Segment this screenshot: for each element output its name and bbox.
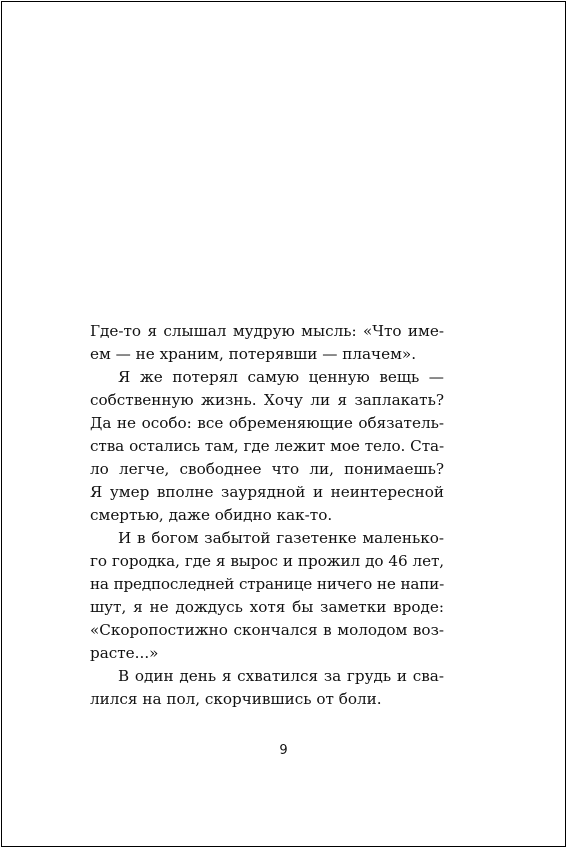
text-line: на предпоследней странице ничего не напи-: [90, 575, 444, 593]
text-line: шут, я не дождусь хотя бы заметки вроде:: [90, 598, 444, 616]
paragraph: [90, 665, 444, 711]
text-line: Я же потерял самую ценную вещь —: [118, 368, 444, 386]
text-line: ло легче, свободнее что ли, понимаешь?: [90, 460, 444, 478]
text-line: Я умер вполне заурядной и неинтересной: [90, 483, 444, 501]
text-line: И в богом забытой газетенке маленько-: [118, 529, 444, 547]
paragraph: [90, 320, 444, 366]
body-text: [90, 320, 444, 711]
paragraph: [90, 527, 444, 665]
text-line: ем — не храним, потерявши — плачем».: [90, 345, 417, 363]
text-line: Да не особо: все обременяющие обязатель-: [90, 414, 444, 432]
book-page: [1, 1, 566, 847]
text-line: Где-то я слышал мудрую мысль: «Что име-: [90, 322, 444, 340]
text-line: ства остались там, где лежит мое тело. Ста-: [90, 437, 444, 455]
text-line: расте...»: [90, 644, 159, 662]
text-line: лился на пол, скорчившись от боли.: [90, 690, 382, 708]
text-line: В один день я схватился за грудь и сва-: [118, 667, 444, 685]
paragraph: [90, 366, 444, 527]
text-line: смертью, даже обидно как-то.: [90, 506, 333, 524]
text-line: собственную жизнь. Хочу ли я заплакать?: [90, 391, 444, 409]
page-number: 9: [279, 743, 288, 758]
text-line: го городка, где я вырос и прожил до 46 лет,: [90, 552, 444, 570]
text-line: «Скоропостижно скончался в молодом воз-: [90, 621, 444, 639]
